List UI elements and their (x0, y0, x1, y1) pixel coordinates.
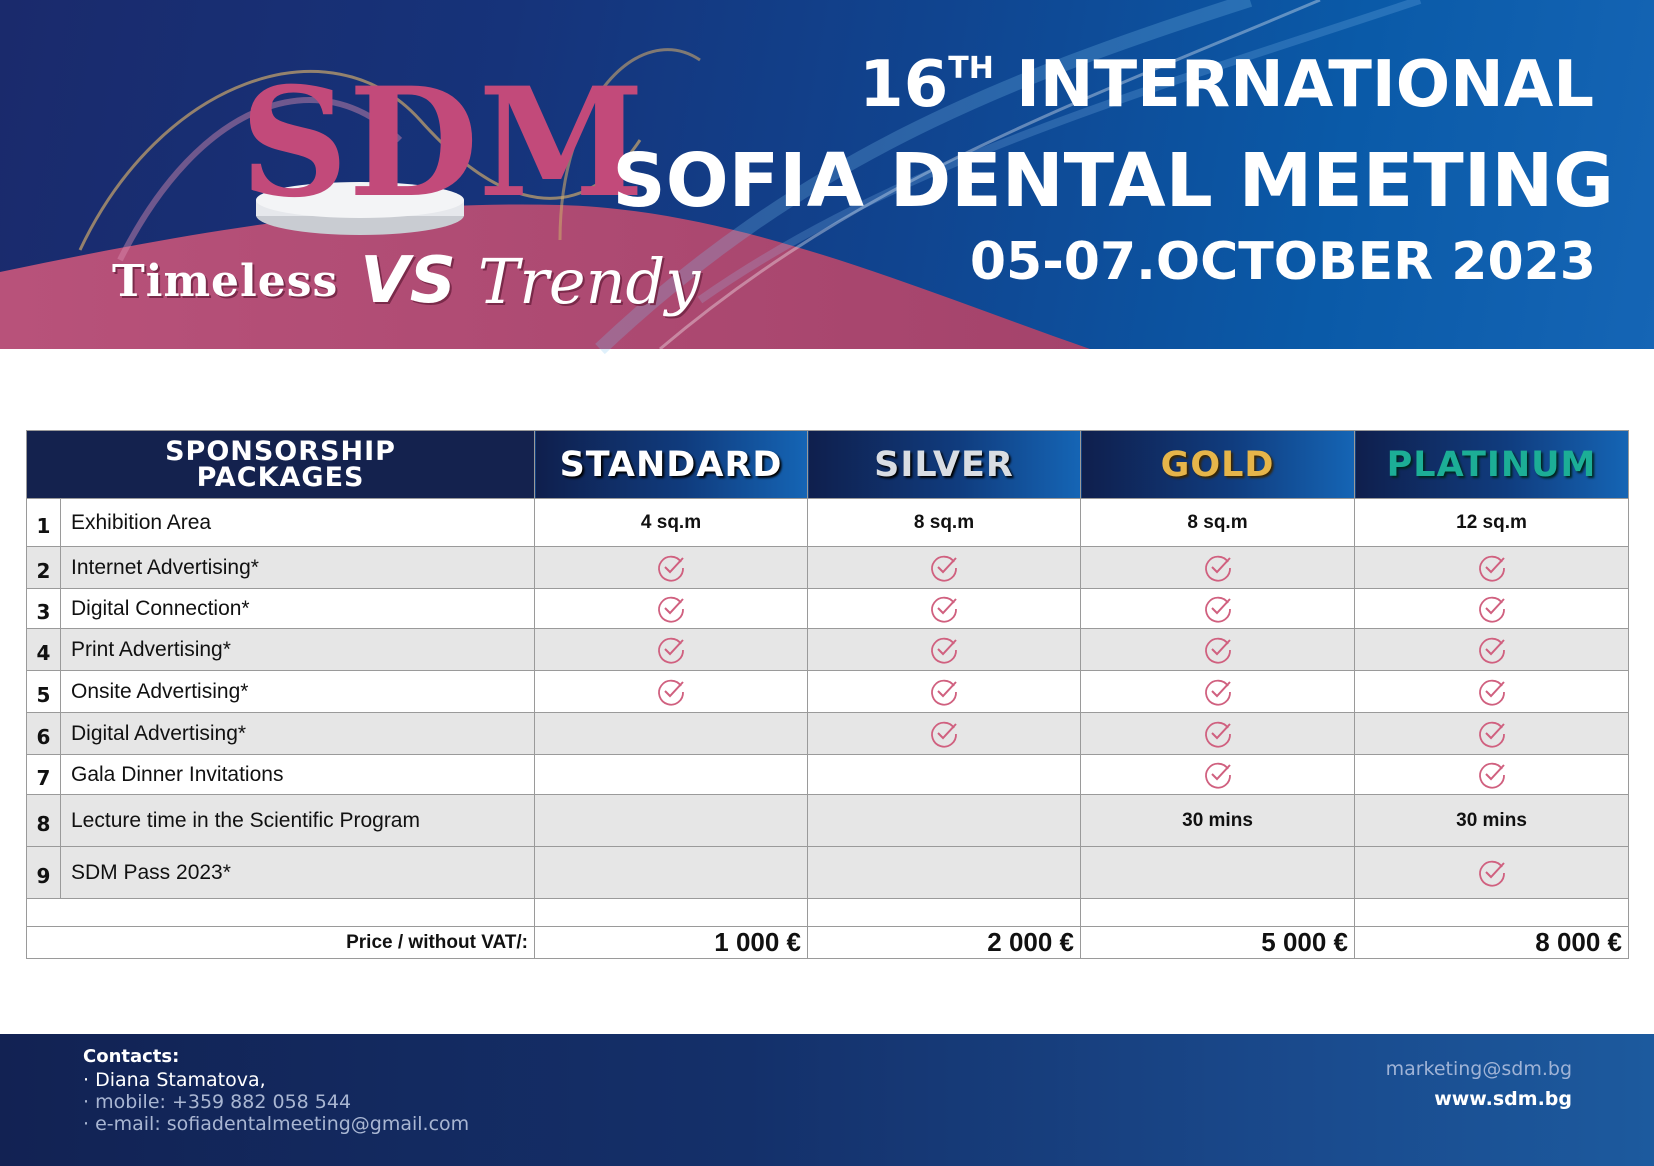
contact-name: · Diana Stamatova, (83, 1069, 266, 1091)
footer (0, 1034, 1654, 1166)
table-row (27, 547, 1629, 589)
check-icon (929, 594, 959, 624)
check-icon (929, 553, 959, 583)
cell-standard (535, 795, 808, 847)
cell-platinum (1355, 499, 1629, 547)
tier-name-standard: STANDARD (559, 444, 783, 485)
marketing-email-link[interactable]: marketing@sdm.bg (1385, 1058, 1572, 1080)
table-row (27, 795, 1629, 847)
row-number: 7 (27, 755, 61, 795)
cell-silver (808, 629, 1081, 671)
cell-standard (535, 755, 808, 795)
table-row (27, 499, 1629, 547)
check-icon (1477, 635, 1507, 665)
cell-silver (808, 671, 1081, 713)
contact-mobile[interactable]: · mobile: +359 882 058 544 (83, 1091, 352, 1113)
cell-platinum (1355, 629, 1629, 671)
tier-name-silver: SILVER (874, 444, 1014, 485)
table-row (27, 847, 1629, 899)
check-icon (929, 719, 959, 749)
cell-standard (535, 713, 808, 755)
tier-header-gold (1081, 431, 1355, 499)
spacer-row (27, 899, 1629, 927)
cell-value: 30 mins (1456, 809, 1527, 831)
spacer-cell (27, 899, 535, 927)
spacer-cell (1355, 899, 1629, 927)
cell-gold (1081, 671, 1355, 713)
check-icon (1477, 858, 1507, 888)
tier-header-platinum (1355, 431, 1629, 499)
check-icon (1477, 553, 1507, 583)
check-icon (656, 635, 686, 665)
event-edition (859, 48, 1594, 122)
packages-title (27, 431, 535, 499)
cell-standard (535, 589, 808, 629)
row-number: 9 (27, 847, 61, 899)
check-icon (1203, 677, 1233, 707)
check-icon (1203, 719, 1233, 749)
check-icon (656, 677, 686, 707)
tier-name-platinum: PLATINUM (1386, 444, 1597, 485)
tier-header-silver (808, 431, 1081, 499)
cell-standard (535, 499, 808, 547)
cell-value: 8 sq.m (913, 511, 975, 533)
price-silver: 2 000 € (808, 927, 1081, 959)
row-number: 4 (27, 629, 61, 671)
row-number: 5 (27, 671, 61, 713)
cell-platinum (1355, 589, 1629, 629)
tagline-vs: VS (360, 244, 456, 318)
row-label: Internet Advertising* (61, 547, 535, 589)
cell-gold (1081, 755, 1355, 795)
row-number: 1 (27, 499, 61, 547)
check-icon (1477, 760, 1507, 790)
cell-silver (808, 589, 1081, 629)
cell-value: 8 sq.m (1187, 511, 1248, 533)
cell-standard (535, 671, 808, 713)
table-body (27, 499, 1629, 899)
cell-platinum (1355, 547, 1629, 589)
row-label: Gala Dinner Invitations (61, 755, 535, 795)
tier-header-standard (535, 431, 808, 499)
check-icon (1477, 719, 1507, 749)
spacer-cell (808, 899, 1081, 927)
cell-gold (1081, 847, 1355, 899)
cell-standard (535, 547, 808, 589)
row-label: Exhibition Area (61, 499, 535, 547)
check-icon (1477, 594, 1507, 624)
edition-word: INTERNATIONAL (1016, 48, 1594, 122)
website-link[interactable]: www.sdm.bg (1434, 1088, 1572, 1110)
table-row (27, 671, 1629, 713)
event-name: SOFIA DENTAL MEETING (612, 138, 1614, 224)
cell-standard (535, 629, 808, 671)
row-label: Digital Connection* (61, 589, 535, 629)
table-row (27, 629, 1629, 671)
row-label: Print Advertising* (61, 629, 535, 671)
check-icon (656, 594, 686, 624)
cell-gold (1081, 713, 1355, 755)
cell-value: 30 mins (1182, 809, 1253, 831)
tagline-trendy: Trendy (477, 244, 701, 318)
cell-gold (1081, 589, 1355, 629)
event-tagline (112, 244, 700, 318)
event-dates: 05-07.OCTOBER 2023 (969, 232, 1596, 292)
price-platinum: 8 000 € (1355, 927, 1629, 959)
check-icon (1477, 677, 1507, 707)
cell-gold (1081, 547, 1355, 589)
edition-suffix: TH (948, 51, 994, 86)
check-icon (656, 553, 686, 583)
cell-gold (1081, 795, 1355, 847)
footer-links (1386, 1058, 1572, 1110)
check-icon (929, 635, 959, 665)
price-gold: 5 000 € (1081, 927, 1355, 959)
tagline-timeless: Timeless (112, 255, 339, 307)
check-icon (1203, 594, 1233, 624)
check-icon (1203, 635, 1233, 665)
row-label: Digital Advertising* (61, 713, 535, 755)
cell-silver (808, 547, 1081, 589)
check-icon (929, 677, 959, 707)
row-label: Onsite Advertising* (61, 671, 535, 713)
cell-platinum (1355, 713, 1629, 755)
cell-standard (535, 847, 808, 899)
table-row (27, 713, 1629, 755)
table-row (27, 589, 1629, 629)
contact-email[interactable]: · e-mail: sofiadentalmeeting@gmail.com (83, 1113, 470, 1135)
cell-platinum (1355, 847, 1629, 899)
packages-title-line2: PACKAGES (196, 461, 365, 493)
cell-silver (808, 847, 1081, 899)
sdm-logo (240, 10, 645, 250)
edition-number: 16 (859, 48, 949, 122)
spacer-cell (535, 899, 808, 927)
cell-gold (1081, 629, 1355, 671)
cell-silver (808, 713, 1081, 755)
row-label: SDM Pass 2023* (61, 847, 535, 899)
row-number: 8 (27, 795, 61, 847)
contacts-title: Contacts: (83, 1046, 180, 1067)
cell-platinum (1355, 795, 1629, 847)
cell-platinum (1355, 671, 1629, 713)
spacer-cell (1081, 899, 1355, 927)
row-number: 6 (27, 713, 61, 755)
cell-silver (808, 795, 1081, 847)
tier-name-gold: GOLD (1160, 444, 1275, 485)
cell-gold (1081, 499, 1355, 547)
price-standard: 1 000 € (535, 927, 808, 959)
svg-text:SDM: SDM (240, 55, 645, 231)
row-number: 3 (27, 589, 61, 629)
table-header-row (27, 431, 1629, 499)
price-row (27, 927, 1629, 959)
packages-title-line1: SPONSORSHIP (165, 435, 396, 467)
contacts-block (83, 1046, 469, 1135)
row-label: Lecture time in the Scientific Program (61, 795, 535, 847)
cell-silver (808, 755, 1081, 795)
sponsorship-table (26, 430, 1629, 959)
row-number: 2 (27, 547, 61, 589)
cell-silver (808, 499, 1081, 547)
check-icon (1203, 553, 1233, 583)
cell-value: 4 sq.m (640, 511, 702, 533)
sdm-logo-icon (240, 10, 645, 250)
header-banner (0, 0, 1654, 349)
check-icon (1203, 760, 1233, 790)
cell-value: 12 sq.m (1456, 511, 1527, 533)
table-row (27, 755, 1629, 795)
price-label: Price / without VAT/: (27, 927, 535, 959)
cell-platinum (1355, 755, 1629, 795)
